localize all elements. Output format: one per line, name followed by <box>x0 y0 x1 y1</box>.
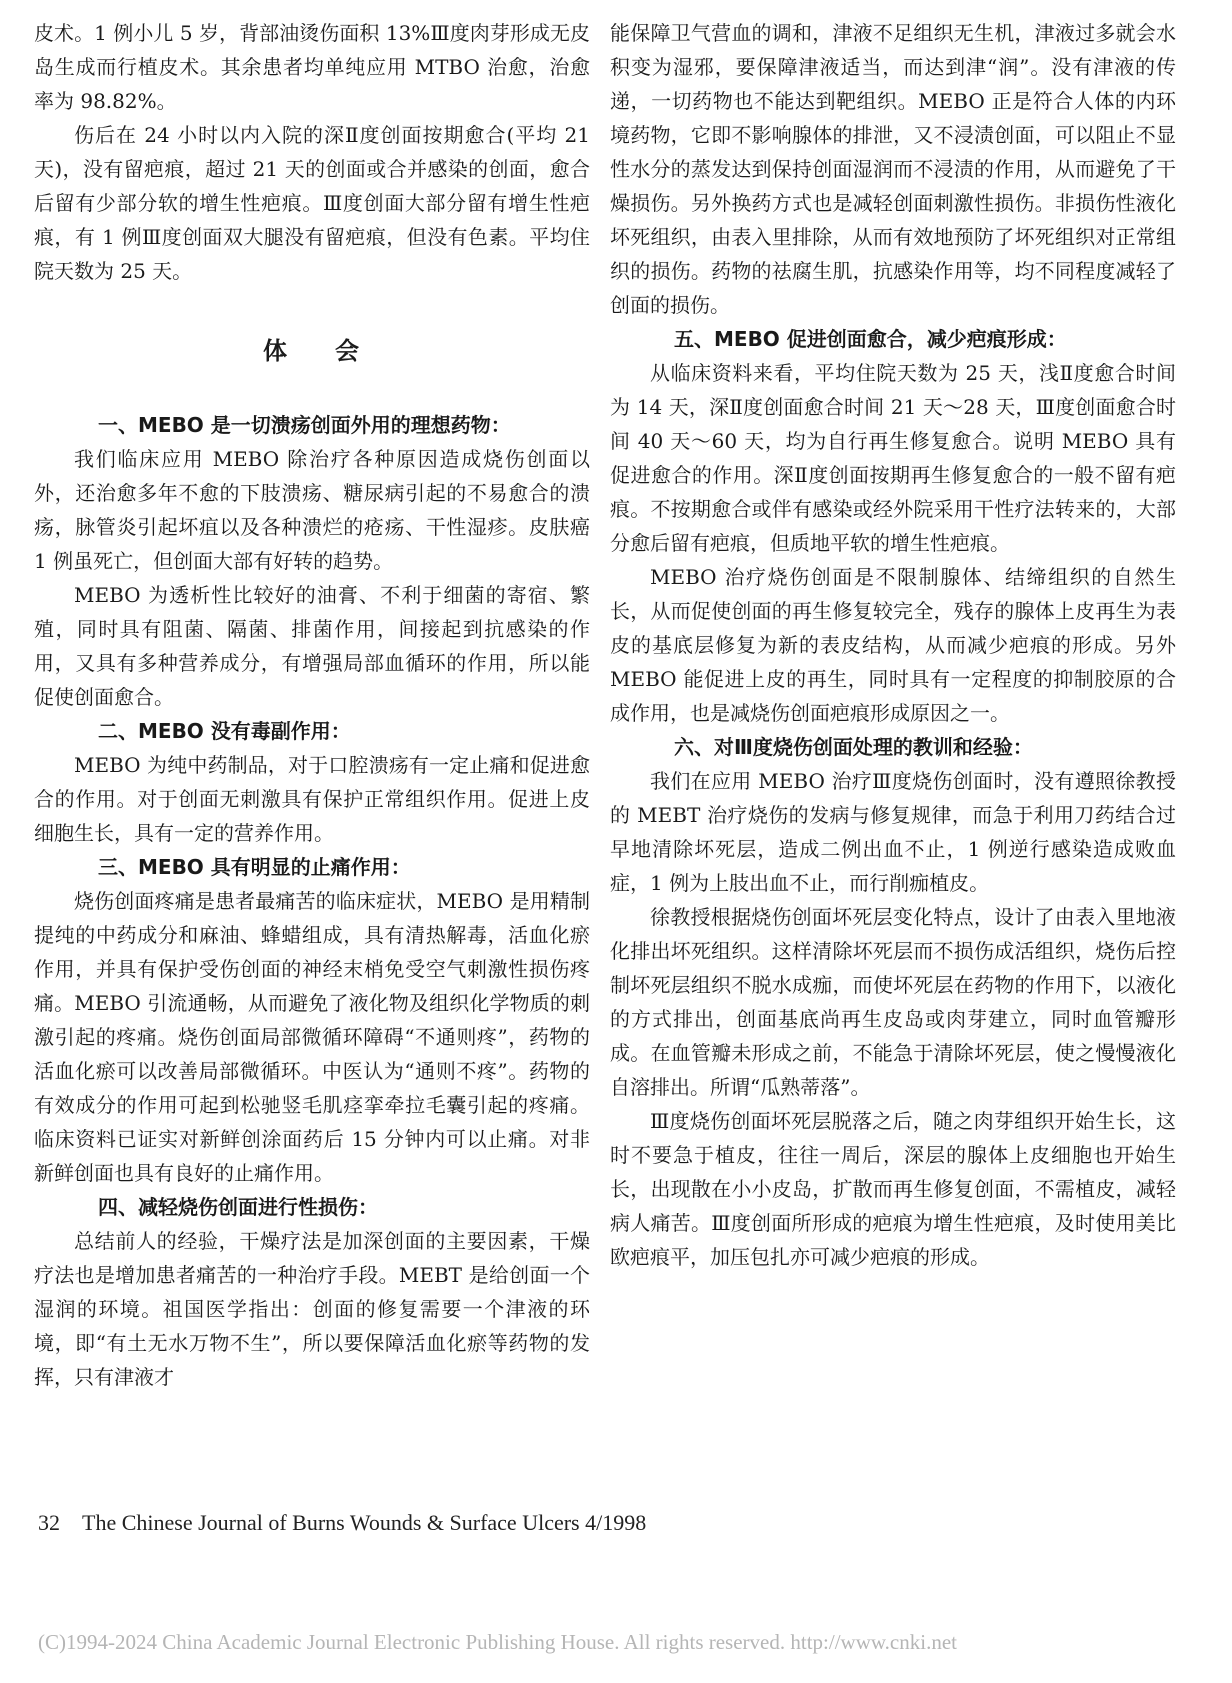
paragraph-6a: 我们在应用 MEBO 治疗Ⅲ度烧伤创面时，没有遵照徐教授的 MEBT 治疗烧伤的发病与修复规律，而急于利用刀药结合过早地清除坏死层，造成二例出血不止，1 例逆行感染造成败血症，1 例为上肢出血不止，而行削痂植皮。 <box>610 769 1176 895</box>
paragraph-continued: 皮术。1 例小儿 5 岁，背部油烫伤面积 13%Ⅲ度肉芽形成无皮岛生成而行植皮术。其余患者均单纯应用 MTBO 治愈，治愈率为 98.82%。 <box>34 21 590 113</box>
left-column <box>34 16 590 1394</box>
paragraph-2: MEBO 为纯中药制品，对于口腔溃疡有一定止痛和促进愈合的作用。对于创面无刺激具有保护正常组织作用。促进上皮细胞生长，具有一定的营养作用。 <box>34 753 590 845</box>
heading-1: 一、MEBO 是一切溃疡创面外用的理想药物： <box>98 413 511 437</box>
paragraph-5b: MEBO 治疗烧伤创面是不限制腺体、结缔组织的自然生长，从而促使创面的再生修复较完全，残存的腺体上皮再生为表皮的基底层修复为新的表皮结构，从而减少疤痕的形成。另外 MEBO 能促进上皮的再生，同时具有一定程度的抑制胶原的合成作用，也是减烧伤创面疤痕形成原因之一。 <box>610 565 1176 725</box>
heading-4: 四、减轻烧伤创面进行性损伤： <box>98 1195 378 1219</box>
heading-6: 六、对Ⅲ度烧伤创面处理的教训和经验： <box>674 735 1033 759</box>
heading-3: 三、MEBO 具有明显的止痛作用： <box>98 855 411 879</box>
section-title-char-1: 体 <box>263 337 289 365</box>
paragraph-4-continued: 能保障卫气营血的调和，津液不足组织无生机，津液过多就会水积变为湿邪，要保障津液适当，而达到津“润”。没有津液的传递，一切药物也不能达到靶组织。MEBO 正是符合人体的内环境药物，它即不影响腺体的排泄，又不浸渍创面，可以阻止不显性水分的蒸发达到保持创面湿润而不浸渍的作用，从而避免了干燥损伤。另外换药方式也是减轻创面刺激性损伤。非损伤性液化坏死组织，由表入里排除，从而有效地预防了坏死组织对正常组织的损伤。药物的祛腐生肌，抗感染作用等，均不同程度减轻了创面的损伤。 <box>610 21 1176 317</box>
paragraph-6c: Ⅲ度烧伤创面坏死层脱落之后，随之肉芽组织开始生长，这时不要急于植皮，往往一周后，深层的腺体上皮细胞也开始生长，出现散在小小皮岛，扩散而再生修复创面，不需植皮，减轻病人痛苦。Ⅲ度创面所形成的疤痕为增生性疤痕，及时使用美比欧疤痕平，加压包扎亦可减少疤痕的形成。 <box>610 1109 1176 1269</box>
section-title-char-2: 会 <box>335 337 361 365</box>
heading-2: 二、MEBO 没有毒副作用： <box>98 719 351 743</box>
page-footer <box>38 1510 646 1536</box>
paragraph-6b: 徐教授根据烧伤创面坏死层变化特点，设计了由表入里地液化排出坏死组织。这样清除坏死层而不损伤成活组织，烧伤后控制坏死层组织不脱水成痂，而使坏死层在药物的作用下，以液化的方式排出，创面基底尚再生皮岛或肉芽建立，同时血管瓣形成。在血管瓣未形成之前，不能急于清除坏死层，使之慢慢液化自溶排出。所谓“瓜熟蒂落”。 <box>610 905 1176 1099</box>
paragraph-5a: 从临床资料来看，平均住院天数为 25 天，浅Ⅱ度愈合时间为 14 天，深Ⅱ度创面愈合时间 21 天～28 天，Ⅲ度创面愈合时间 40 天～60 天，均为自行再生修复愈合。说明 MEBO 具有促进愈合的作用。深Ⅱ度创面按期再生修复愈合的一般不留有疤痕。不按期愈合或伴有感染或经外院采用干性疗法转来的，大部分愈后留有疤痕，但质地平软的增生性疤痕。 <box>610 361 1176 555</box>
copyright-notice: (C)1994-2024 China Academic Journal Electronic Publishing House. All rights reserved. http://www.cnki.net <box>38 1630 957 1654</box>
paragraph-4: 总结前人的经验，干燥疗法是加深创面的主要因素，干燥疗法也是增加患者痛苦的一种治疗手段。MEBT 是给创面一个湿润的环境。祖国医学指出：创面的修复需要一个津液的环境，即“有土无水万物不生”，所以要保障活血化瘀等药物的发挥，只有津液才 <box>34 1229 590 1389</box>
paragraph-healing-results: 伤后在 24 小时以内入院的深Ⅱ度创面按期愈合(平均 21 天)，没有留疤痕，超过 21 天的创面或合并感染的创面，愈合后留有少部分软的增生性疤痕。Ⅲ度创面大部分留有增生性疤痕，有 1 例Ⅲ度创面双大腿没有留疤痕，但没有色素。平均住院天数为 25 天。 <box>34 123 590 283</box>
heading-5: 五、MEBO 促进创面愈合，减少疤痕形成： <box>674 327 1067 351</box>
right-column <box>610 16 1176 1274</box>
page-number: 32 <box>38 1510 60 1535</box>
paragraph-1a: 我们临床应用 MEBO 除治疗各种原因造成烧伤创面以外，还治愈多年不愈的下肢溃疡、糖尿病引起的不易愈合的溃疡，脉管炎引起坏疽以及各种溃烂的疮疡、干性湿疹。皮肤癌 1 例虽死亡，但创面大部有好转的趋势。 <box>34 447 590 573</box>
paragraph-3: 烧伤创面疼痛是患者最痛苦的临床症状，MEBO 是用精制提纯的中药成分和麻油、蜂蜡组成，具有清热解毒，活血化瘀作用，并具有保护受伤创面的神经末梢免受空气刺激性损伤疼痛。MEBO 引流通畅，从而避免了液化物及组织化学物质的刺激引起的疼痛。烧伤创面局部微循环障碍“不通则疼”，药物的活血化瘀可以改善局部微循环。中医认为“通则不疼”。药物的有效成分的作用可起到松驰竖毛肌痉挛牵拉毛囊引起的疼痛。临床资料已证实对新鲜创涂面药后 15 分钟内可以止痛。对非新鲜创面也具有良好的止痛作用。 <box>34 889 590 1185</box>
section-title <box>34 334 590 368</box>
paragraph-1b: MEBO 为透析性比较好的油膏、不利于细菌的寄宿、繁殖，同时具有阻菌、隔菌、排菌作用，间接起到抗感染的作用，又具有多种营养成分，有增强局部血循环的作用，所以能促使创面愈合。 <box>34 583 590 709</box>
journal-citation: The Chinese Journal of Burns Wounds & Surface Ulcers 4/1998 <box>82 1510 647 1535</box>
